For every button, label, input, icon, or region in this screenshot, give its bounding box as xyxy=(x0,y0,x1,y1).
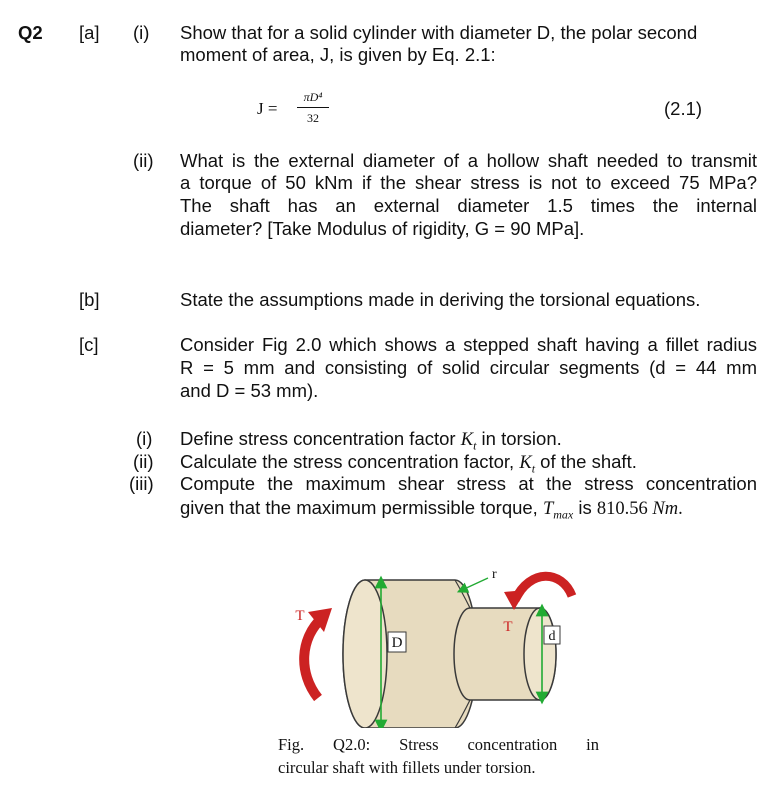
tmax-symbol: T xyxy=(542,499,554,519)
part-a-ii-label: (ii) xyxy=(133,150,154,171)
equation-lhs: J = xyxy=(257,99,278,118)
part-c-i-post: in torsion. xyxy=(476,428,562,449)
part-c-label: [c] xyxy=(79,334,99,355)
part-c-iii-text-line2 xyxy=(180,497,683,526)
part-c-iii-mid: is xyxy=(573,497,597,518)
equation-numerator: πD⁴ xyxy=(303,90,323,104)
torque-end: . xyxy=(678,499,683,519)
part-c-ii-label: (ii) xyxy=(133,451,154,472)
part-a-ii-text-line2: a torque of 50 kNm if the shear stress is not to exceed 75 MPa? xyxy=(180,172,757,193)
part-b-text: State the assumptions made in deriving the torsional equations. xyxy=(180,289,701,310)
part-c-text-line3: and D = 53 mm). xyxy=(180,380,319,401)
torque-unit: Nm xyxy=(652,499,679,519)
equation-denominator: 32 xyxy=(307,111,319,125)
equation-number: (2.1) xyxy=(664,98,703,119)
part-a-label: [a] xyxy=(79,22,100,43)
part-c-iii-pre: given that the maximum permissible torque, xyxy=(180,497,543,518)
stepped-shaft-figure xyxy=(270,548,590,728)
fraction-bar xyxy=(297,107,329,108)
part-b-label: [b] xyxy=(79,289,100,310)
part-a-i-text-line2: moment of area, J, is given by Eq. 2.1: xyxy=(180,44,496,65)
part-c-text-line2: R = 5 mm and consisting of solid circular segments (d = 44 mm xyxy=(180,357,757,378)
torque-value: 810.56 xyxy=(596,499,653,519)
part-c-ii-post: of the shaft. xyxy=(535,451,637,472)
D-label: D xyxy=(391,635,403,651)
T-left-label: T xyxy=(295,608,305,624)
d-label: d xyxy=(548,629,556,644)
part-c-i-pre: Define stress concentration factor xyxy=(180,428,461,449)
right-torque-arrow xyxy=(515,576,572,600)
T-right-label: T xyxy=(503,619,513,635)
figure-caption-line1: Fig. Q2.0: Stress concentration in xyxy=(278,735,599,754)
figure-caption-line2: circular shaft with fillets under torsion. xyxy=(278,758,536,777)
kt-symbol: K xyxy=(519,453,532,473)
part-a-ii-text-line3: The shaft has an external diameter 1.5 times the internal xyxy=(180,195,757,216)
left-torque-arrow xyxy=(304,618,322,698)
tmax-subscript: max xyxy=(553,507,574,522)
kt-subscript: t xyxy=(531,461,536,476)
part-c-i-label: (i) xyxy=(136,428,153,449)
part-c-iii-label: (iii) xyxy=(129,473,154,494)
r-label: r xyxy=(492,567,497,582)
kt-symbol: K xyxy=(460,430,474,450)
fillet-radius-pointer xyxy=(462,578,488,590)
part-a-ii-text-line1: What is the external diameter of a hollow shaft needed to transmit xyxy=(180,150,757,171)
question-number: Q2 xyxy=(18,22,43,43)
part-a-i-text-line1: Show that for a solid cylinder with diameter D, the polar second xyxy=(180,22,698,43)
small-cylinder-end xyxy=(524,608,556,700)
part-c-ii-pre: Calculate the stress concentration factor, xyxy=(180,451,520,472)
part-a-i-label: (i) xyxy=(133,22,150,43)
part-c-iii-text-line1: Compute the maximum shear stress at the stress concentration xyxy=(180,473,757,494)
part-c-text-line1: Consider Fig 2.0 which shows a stepped shaft having a fillet radius xyxy=(180,334,757,355)
part-a-ii-text-line4: diameter? [Take Modulus of rigidity, G = 90 MPa]. xyxy=(180,218,585,239)
kt-subscript: t xyxy=(473,438,477,453)
